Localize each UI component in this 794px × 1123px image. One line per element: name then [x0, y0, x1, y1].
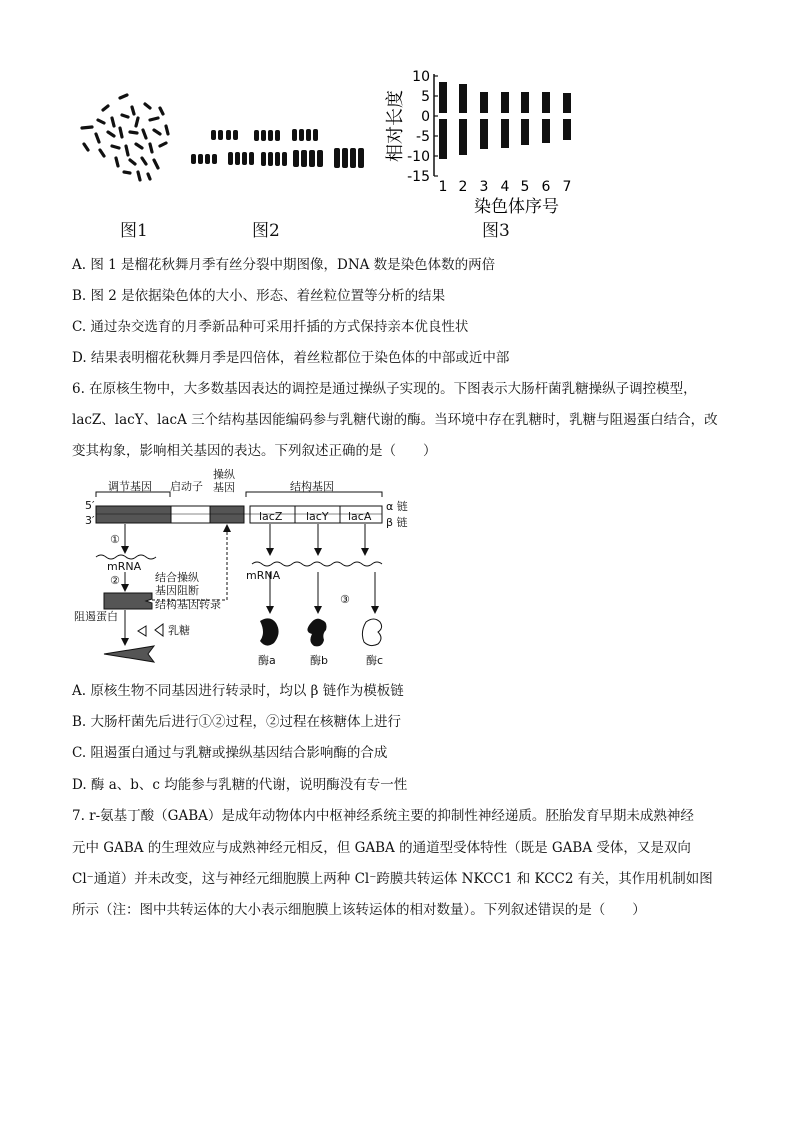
- figure-2-karyotype-image: [191, 129, 364, 168]
- y-tick: -10: [407, 149, 430, 165]
- x-tick: 6: [541, 179, 551, 195]
- lacz-label: lacZ: [259, 510, 283, 523]
- chromosome-bar-4-lower: [501, 119, 509, 148]
- q5-option-d: D. 结果表明榴花秋舞月季是四倍体，着丝粒都位于染色体的中部或近中部: [72, 350, 510, 366]
- chromosome-bar-3-upper: [480, 92, 488, 113]
- chromosome-bar-5-upper: [521, 92, 529, 113]
- binding-note-line-3: 结构基因转录: [155, 598, 221, 611]
- beta-strand-label: β 链: [386, 516, 408, 529]
- q6-option-c: C. 阻遏蛋白通过与乳糖或操纵基因结合影响酶的合成: [72, 745, 388, 761]
- operator-segment: [210, 506, 244, 523]
- q6-option-d: D. 酶 a、b、c 均能参与乳糖的代谢，说明酶没有专一性: [72, 777, 408, 793]
- chromosome-bar-6-upper: [542, 92, 550, 113]
- regulator-gene-label: 调节基因: [108, 480, 152, 493]
- repressor-protein-shape: [104, 593, 152, 609]
- q6-stem-line: 变其构象，影响相关基因的表达。下列叙述正确的是（ ）: [72, 443, 437, 459]
- q5-option-a: A. 图 1 是榴花秋舞月季有丝分裂中期图像，DNA 数是染色体数的两倍: [72, 257, 496, 273]
- y-axis-label: 相对长度: [385, 90, 406, 162]
- chromosome-bar-7-lower: [563, 119, 571, 140]
- structural-gene-label: 结构基因: [290, 480, 334, 493]
- x-tick: 3: [479, 179, 489, 195]
- promoter-segment: [171, 506, 210, 523]
- chromosome-bar-2-upper: [459, 84, 467, 113]
- three-prime-label: 3′: [85, 514, 95, 527]
- q7-stem-line: 7. r-氨基丁酸（GABA）是成年动物体内中枢神经系统主要的抑制性神经递质。胚胎发育早期未成熟神经: [72, 808, 694, 824]
- binding-note-line-1: 结合操纵: [155, 571, 199, 584]
- laca-label: lacA: [348, 510, 372, 523]
- step-2-label: ②: [110, 574, 120, 587]
- chromosome-bar-7-upper: [563, 93, 571, 113]
- enzyme-a-label: 酶a: [258, 654, 276, 667]
- q6-option-a: A. 原核生物不同基因进行转录时，均以 β 链作为模板链: [72, 683, 404, 699]
- lactose-icon: [155, 624, 163, 636]
- mrna-right-label: mRNA: [246, 569, 281, 582]
- mrna-left-label: mRNA: [107, 560, 142, 573]
- binding-note-line-2: 基因阻断: [155, 584, 199, 597]
- operator-label-top: 操纵: [213, 468, 235, 481]
- figure-1-metaphase-image: [82, 95, 168, 180]
- step-3-label: ③: [340, 593, 350, 606]
- figure-2-caption: 图2: [252, 221, 280, 241]
- chromosome-bar-1-lower: [439, 119, 447, 159]
- q6-stem-line: lacZ、lacY、lacA 三个结构基因能编码参与乳糖代谢的酶。当环境中存在乳糖时，乳糖与阻遏蛋白结合，改: [72, 412, 718, 428]
- x-axis-label: 染色体序号: [474, 197, 559, 217]
- x-tick: 5: [520, 179, 530, 195]
- enzyme-a-shape: [260, 618, 279, 645]
- lactose-shape: [138, 626, 146, 636]
- y-tick: -15: [407, 169, 430, 185]
- figure-1-caption: 图1: [120, 221, 148, 241]
- regulator-gene-segment: [96, 506, 171, 523]
- x-tick: 1: [438, 179, 448, 195]
- promoter-label: 启动子: [170, 480, 203, 493]
- operator-label-bottom: 基因: [213, 481, 235, 494]
- figure-3-chart: [385, 69, 571, 217]
- chromosome-bar-2-lower: [459, 119, 467, 155]
- y-tick: 10: [412, 69, 430, 85]
- alpha-strand-label: α 链: [386, 500, 408, 513]
- y-tick: -5: [416, 129, 430, 145]
- inactive-repressor-shape: [104, 646, 154, 662]
- enzyme-c-label: 酶c: [366, 654, 384, 667]
- q5-option-b: B. 图 2 是依据染色体的大小、形态、着丝粒位置等分析的结果: [72, 288, 446, 304]
- y-tick: 5: [421, 89, 430, 105]
- chromosome-bar-1-upper: [439, 82, 447, 113]
- step-1-label: ①: [110, 533, 120, 546]
- q5-option-c: C. 通过杂交选育的月季新品种可采用扦插的方式保持亲本优良性状: [72, 319, 469, 335]
- chromosome-bar-5-lower: [521, 119, 529, 145]
- y-tick: 0: [421, 109, 430, 125]
- x-tick: 7: [562, 179, 572, 195]
- figure-3-caption: 图3: [482, 221, 510, 241]
- enzyme-c-shape: [362, 619, 381, 646]
- chromosome-bar-3-lower: [480, 119, 488, 149]
- lacy-label: lacY: [306, 510, 329, 523]
- q6-stem-line: 6. 在原核生物中，大多数基因表达的调控是通过操纵子实现的。下图表示大肠杆菌乳糖操纵子调控模型，: [72, 381, 697, 397]
- q7-stem-line: 元中 GABA 的生理效应与成熟神经元相反，但 GABA 的通道型受体特性（既是 GABA 受体，又是双向: [72, 840, 691, 856]
- lactose-label: 乳糖: [168, 624, 190, 637]
- enzyme-b-label: 酶b: [310, 654, 328, 667]
- repressor-label: 阻遏蛋白: [74, 610, 118, 623]
- enzyme-b-shape: [307, 619, 326, 647]
- x-tick: 4: [500, 179, 510, 195]
- lac-operon-diagram: [60, 466, 440, 672]
- q7-stem-line: Cl⁻通道）并未改变，这与神经元细胞膜上两种 Cl⁻跨膜共转运体 NKCC1 和 KCC2 有关，其作用机制如图: [72, 871, 713, 887]
- q7-stem-line: 所示（注：图中共转运体的大小表示细胞膜上该转运体的相对数量）。下列叙述错误的是（ ）: [72, 902, 646, 918]
- five-prime-label: 5′: [85, 499, 95, 512]
- q6-option-b: B. 大肠杆菌先后进行①②过程，②过程在核糖体上进行: [72, 714, 402, 730]
- chromosome-bar-6-lower: [542, 119, 550, 143]
- x-tick: 2: [458, 179, 468, 195]
- chromosome-bar-4-upper: [501, 92, 509, 113]
